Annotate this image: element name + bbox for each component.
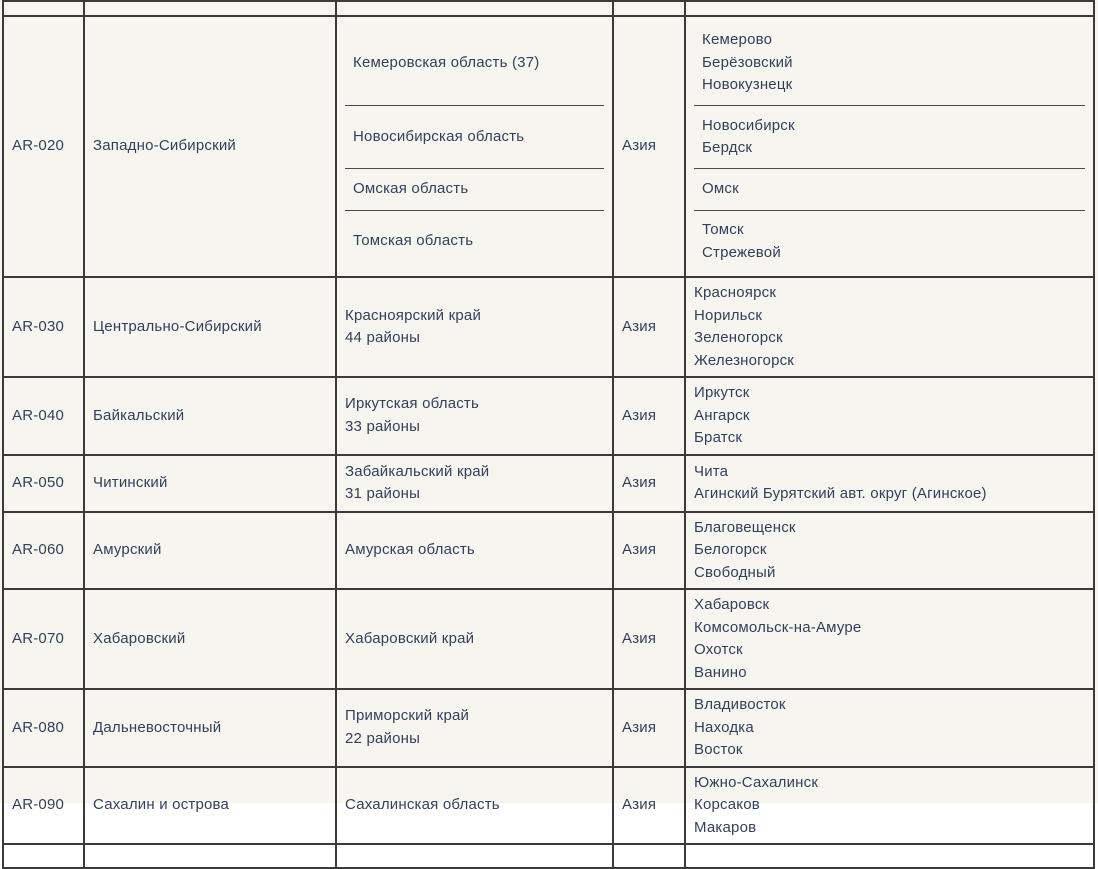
oblast-name: Сахалинская область xyxy=(345,796,500,813)
partial-row-bottom xyxy=(3,844,1094,868)
continent-cell: Азия xyxy=(613,377,685,455)
oblast-group-cell xyxy=(336,16,613,277)
table-row-ar-090 xyxy=(3,767,1094,845)
city-item: Норильск xyxy=(694,306,763,324)
region-name-cell: Сахалин и острова xyxy=(84,767,336,845)
city-item: Стрежевой xyxy=(702,243,781,261)
partial-cell xyxy=(3,1,84,16)
region-code-cell: AR-090 xyxy=(3,767,84,845)
region-name-cell: Читинский xyxy=(84,455,336,512)
city-item: Иркутск xyxy=(694,384,750,401)
city-item: Красноярск xyxy=(694,284,777,301)
continent-cell: Азия xyxy=(613,16,685,277)
cities-cell xyxy=(694,169,1085,211)
table-row-ar-030 xyxy=(3,277,1094,377)
region-code-cell: AR-040 xyxy=(3,377,84,455)
table-row-ar-040 xyxy=(3,377,1094,455)
city-item: Охотск xyxy=(694,641,743,658)
cities-group-cell xyxy=(685,16,1094,277)
oblast-cell xyxy=(336,512,613,590)
partial-cell xyxy=(685,844,1094,868)
partial-cell xyxy=(84,844,336,868)
city-item: Ванино xyxy=(694,663,747,681)
partial-cell xyxy=(613,1,685,16)
cities-cell xyxy=(685,277,1094,377)
city-item: Томск xyxy=(702,221,744,238)
partial-row-top xyxy=(3,1,1094,16)
city-item: Чита xyxy=(694,462,729,480)
oblast-name: Амурская область xyxy=(345,541,475,558)
city-item: Хабаровск xyxy=(694,596,770,613)
city-item: Находка xyxy=(694,718,754,736)
continent-cell: Азия xyxy=(613,455,685,512)
city-item: Новокузнецк xyxy=(702,76,793,94)
city-item: Благовещенск xyxy=(694,518,796,536)
oblast-cell xyxy=(336,455,613,512)
city-item: Берёзовский xyxy=(702,53,793,71)
districts-count: 44 районы xyxy=(345,329,421,346)
partial-cell xyxy=(3,844,84,868)
continent-cell: Азия xyxy=(613,689,685,767)
partial-cell xyxy=(613,844,685,868)
oblast-name: Хабаровский край xyxy=(345,629,475,647)
city-item: Владивосток xyxy=(694,696,786,713)
city-item: Макаров xyxy=(694,818,757,836)
cities-cell xyxy=(685,455,1094,512)
continent-cell: Азия xyxy=(613,277,685,377)
city-item: Новосибирск xyxy=(702,116,795,134)
region-code-cell: AR-060 xyxy=(3,512,84,590)
continent-cell: Азия xyxy=(613,767,685,845)
cities-cell xyxy=(694,21,1085,106)
cities-cell xyxy=(685,377,1094,455)
city-item: Южно-Сахалинск xyxy=(694,773,819,791)
region-name-cell: Центрально-Сибирский xyxy=(84,277,336,377)
table-row-ar-070 xyxy=(3,589,1094,689)
region-name-cell: Амурский xyxy=(84,512,336,590)
city-item: Зеленогорск xyxy=(694,329,783,346)
region-code-cell: AR-030 xyxy=(3,277,84,377)
region-name-cell: Хабаровский xyxy=(84,589,336,689)
partial-cell xyxy=(685,1,1094,16)
region-name-cell: Дальневосточный xyxy=(84,689,336,767)
oblast-cell xyxy=(336,767,613,845)
table-row-ar-050 xyxy=(3,455,1094,512)
regions-table xyxy=(2,0,1095,869)
city-item: Корсаков xyxy=(694,796,760,813)
partial-cell xyxy=(336,844,613,868)
oblast-name: Забайкальский край xyxy=(345,462,490,480)
region-code-cell: AR-070 xyxy=(3,589,84,689)
region-name-cell: Байкальский xyxy=(84,377,336,455)
city-item: Братск xyxy=(694,429,743,446)
city-item: Агинский Бурятский авт. округ (Агинское) xyxy=(694,485,987,502)
city-item: Бердск xyxy=(702,139,753,156)
city-item: Восток xyxy=(694,741,743,758)
region-code-cell: AR-020 xyxy=(3,16,84,277)
oblast-name: Иркутская область xyxy=(345,395,480,413)
cities-cell xyxy=(685,512,1094,590)
oblast-name: Красноярский край xyxy=(345,306,482,324)
cities-cell xyxy=(685,689,1094,767)
city-item: Железногорск xyxy=(694,351,795,369)
city-item: Ангарск xyxy=(694,406,750,424)
oblast-subtable xyxy=(345,21,604,272)
city-item: Кемерово xyxy=(702,31,773,49)
city-item: Белогорск xyxy=(694,541,767,558)
districts-count: 31 районы xyxy=(345,485,421,502)
cities-subtable xyxy=(694,21,1085,272)
cities-cell xyxy=(685,767,1094,845)
oblast-cell xyxy=(336,277,613,377)
city-item: Комсомольск-на-Амуре xyxy=(694,618,862,636)
cities-cell xyxy=(694,106,1085,169)
partial-cell xyxy=(336,1,613,16)
partial-cell xyxy=(84,1,336,16)
continent-cell: Азия xyxy=(613,512,685,590)
cities-cell xyxy=(694,211,1085,273)
region-name-cell: Западно-Сибирский xyxy=(84,16,336,277)
region-code-cell: AR-080 xyxy=(3,689,84,767)
city-item: Омск xyxy=(702,180,739,198)
city-item: Свободный xyxy=(694,563,776,581)
oblast-cell: Кемеровская область (37) xyxy=(353,53,540,71)
oblast-cell xyxy=(336,589,613,689)
continent-cell: Азия xyxy=(613,589,685,689)
oblast-cell xyxy=(336,377,613,455)
oblast-cell: Новосибирская область xyxy=(345,106,604,169)
oblast-cell xyxy=(336,689,613,767)
districts-count: 22 районы xyxy=(345,729,421,747)
oblast-cell: Омская область xyxy=(345,169,604,211)
table-row-ar-080 xyxy=(3,689,1094,767)
table-row-ar-060 xyxy=(3,512,1094,590)
districts-count: 33 районы xyxy=(345,417,421,435)
cities-cell xyxy=(685,589,1094,689)
table-row-ar-020 xyxy=(3,16,1094,277)
oblast-name: Приморский край xyxy=(345,707,470,725)
oblast-cell: Томская область xyxy=(345,211,604,273)
region-code-cell: AR-050 xyxy=(3,455,84,512)
